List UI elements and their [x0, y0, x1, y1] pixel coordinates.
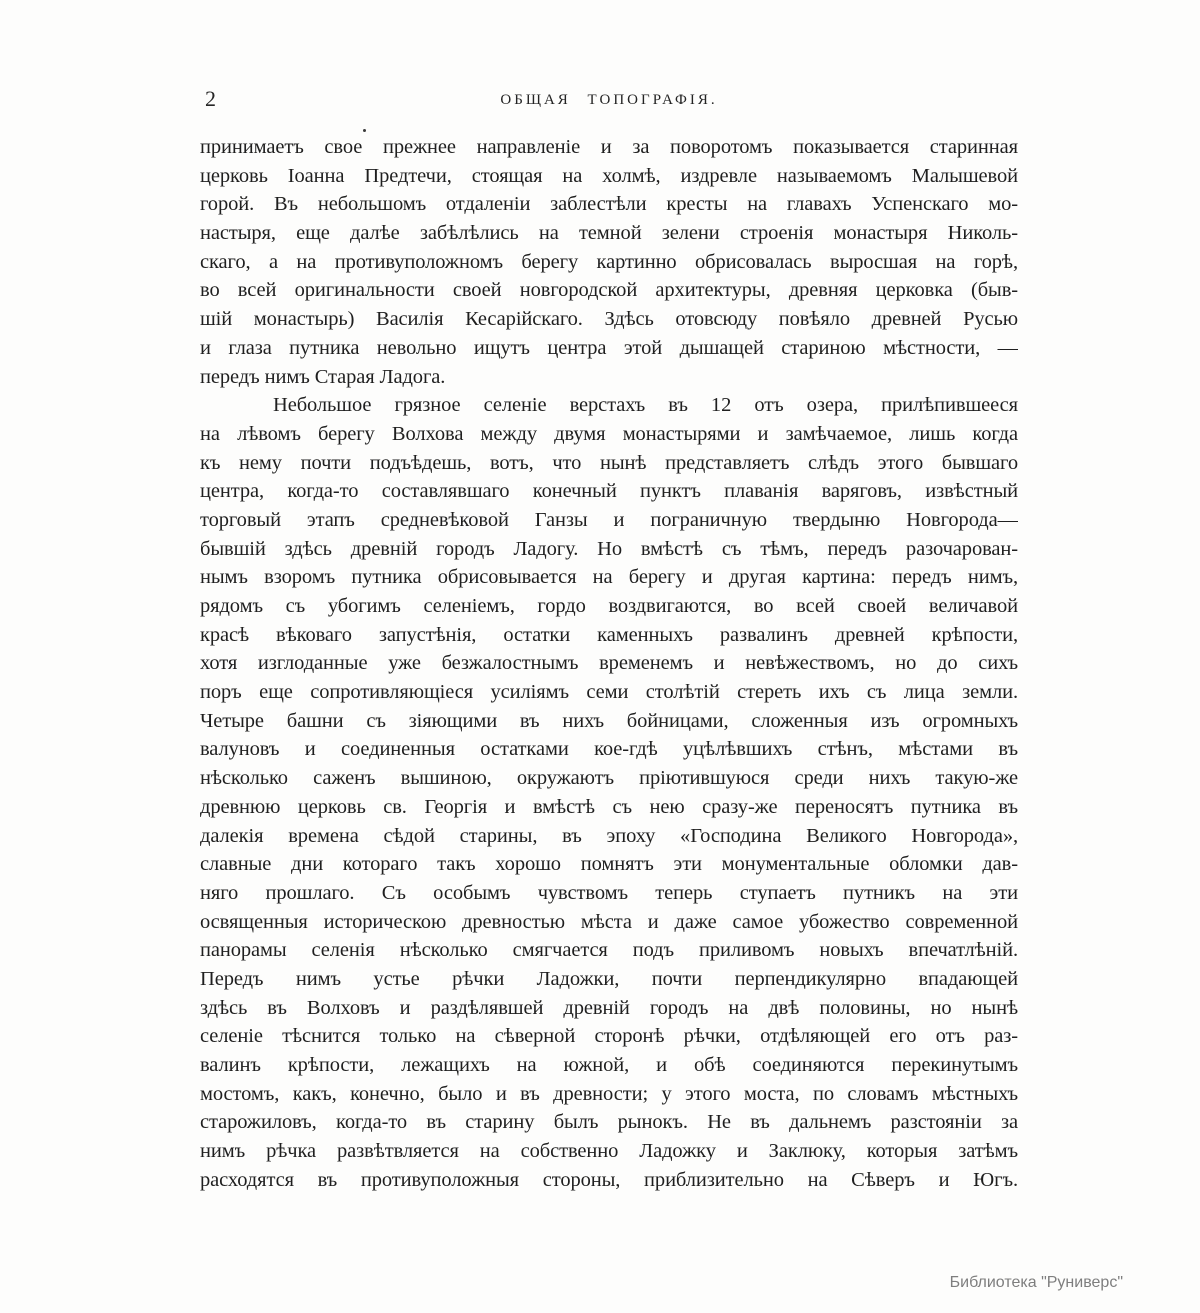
text-line: Передъ нимъ устье рѣчки Ладожки, почти перпендикулярно впадающей	[200, 967, 1018, 990]
text-line: центра, когда-то составлявшаго конечный пунктъ плаванія варяговъ, извѣстный	[200, 480, 1018, 503]
text-line: далекія времена сѣдой старины, въ эпоху «Господина Великого Новгорода»,	[200, 824, 1018, 847]
scan-artifact-dot	[363, 129, 366, 132]
text-line: принимаетъ свое прежнее направленіе и за поворотомъ показывается старинная	[200, 136, 1018, 158]
text-line: валинъ крѣпости, лежащихъ на южной, и обѣ соединяются перекинутымъ	[200, 1054, 1018, 1076]
text-line: здѣсь въ Волховъ и раздѣлявшей древній городъ на двѣ половины, но нынѣ	[200, 996, 1018, 1019]
text-line: освященныя историческою древностью мѣста и даже самое убожество современной	[200, 910, 1018, 933]
page-number: 2	[205, 86, 216, 111]
text-line: нымъ взоромъ путника обрисовывается на берегу и другая картина: передъ нимъ,	[200, 566, 1018, 589]
text-line: настыря, еще далѣе забѣлѣлись на темной зелени строенія монастыря Николь-	[200, 222, 1018, 245]
text-line: и глаза путника невольно ищутъ центра этой дышащей стариною мѣстности, —	[200, 336, 1018, 359]
text-line: древнюю церковь св. Георгія и вмѣстѣ съ нею сразу-же переносятъ путника въ	[200, 795, 1018, 818]
text-line: Четыре башни съ зіяющими въ нихъ бойницами, сложенныя изъ огромныхъ	[200, 709, 1018, 732]
text-line: старожиловъ, когда-то въ старину былъ рынокъ. Не въ дальнемъ разстояніи за	[200, 1111, 1018, 1134]
paragraph	[200, 391, 1018, 1194]
paragraph	[200, 133, 1018, 391]
text-line: бывшій здѣсь древній городъ Ладогу. Но вмѣстѣ съ тѣмъ, передъ разочарован-	[200, 537, 1018, 560]
text-line: горой. Въ небольшомъ отдаленіи заблестѣли кресты на главахъ Успенскаго мо-	[200, 193, 1018, 216]
text-block	[200, 133, 1018, 1194]
text-line: славные дни котораго такъ хорошо помнятъ эти монументальные обломки дав-	[200, 853, 1018, 876]
library-watermark: Библиотека "Руниверс"	[949, 1274, 1123, 1291]
text-line: панорамы селенія нѣсколько смягчается подъ приливомъ новыхъ впечатлѣній.	[200, 939, 1018, 962]
text-line: няго прошлаго. Съ особымъ чувствомъ теперь ступаетъ путникъ на эти	[200, 881, 1018, 904]
text-line: рядомъ съ убогимъ селеніемъ, гордо воздвигаются, во всей своей величавой	[200, 595, 1018, 617]
text-line: торговый этапъ средневѣковой Ганзы и пограничную твердыню Новгорода—	[200, 508, 1018, 531]
text-line: шій монастырь) Василія Кесарійскаго. Здѣсь отовсюду повѣяло древней Русью	[200, 308, 1018, 331]
text-line: нѣсколько саженъ вышиною, окружаютъ пріютившуюся среди нихъ такую-же	[200, 767, 1018, 790]
text-line: валуновъ и соединенныя остатками кое-гдѣ уцѣлѣвшихъ стѣнъ, мѣстами въ	[200, 738, 1018, 761]
text-line: скаго, а на противуположномъ берегу картинно обрисовалась выросшая на горѣ,	[200, 250, 1018, 273]
text-line: къ нему почти подъѣдешь, вотъ, что нынѣ представляетъ слѣдъ этого бывшаго	[200, 451, 1018, 474]
text-line: церковь Іоанна Предтечи, стоящая на холмѣ, издревле называемомъ Малышевой	[200, 164, 1018, 187]
running-header-title: ОБЩАЯ ТОПОГРАФІЯ.	[500, 92, 718, 108]
text-line: хотя изглоданные уже безжалостнымъ временемъ и невѣжествомъ, но до сихъ	[200, 652, 1018, 675]
text-line: расходятся въ противуположныя стороны, приблизительно на Сѣверъ и Югъ.	[200, 1168, 1018, 1191]
text-line: селеніе тѣснится только на сѣверной сторонѣ рѣчки, отдѣляющей его отъ раз-	[200, 1025, 1018, 1048]
text-line: нимъ рѣчка развѣтвляется на собственно Ладожку и Заклюку, которыя затѣмъ	[200, 1140, 1018, 1163]
text-line: во всей оригинальности своей новгородской архитектуры, древняя церковка (быв-	[200, 279, 1018, 302]
text-line: передъ нимъ Старая Ладога.	[200, 365, 446, 388]
text-line: Небольшое грязное селеніе верстахъ въ 12 отъ озера, прилѣпившееся	[273, 394, 1018, 417]
text-line: красѣ вѣковаго запустѣнія, остатки каменныхъ развалинъ древней крѣпости,	[200, 623, 1018, 646]
text-line: на лѣвомъ берегу Волхова между двумя монастырями и замѣчаемое, лишь когда	[200, 422, 1018, 445]
text-line: мостомъ, какъ, конечно, было и въ древности; у этого моста, по словамъ мѣстныхъ	[200, 1082, 1018, 1105]
text-line: поръ еще сопротивляющіеся усиліямъ семи столѣтій стереть ихъ съ лица земли.	[200, 681, 1018, 704]
